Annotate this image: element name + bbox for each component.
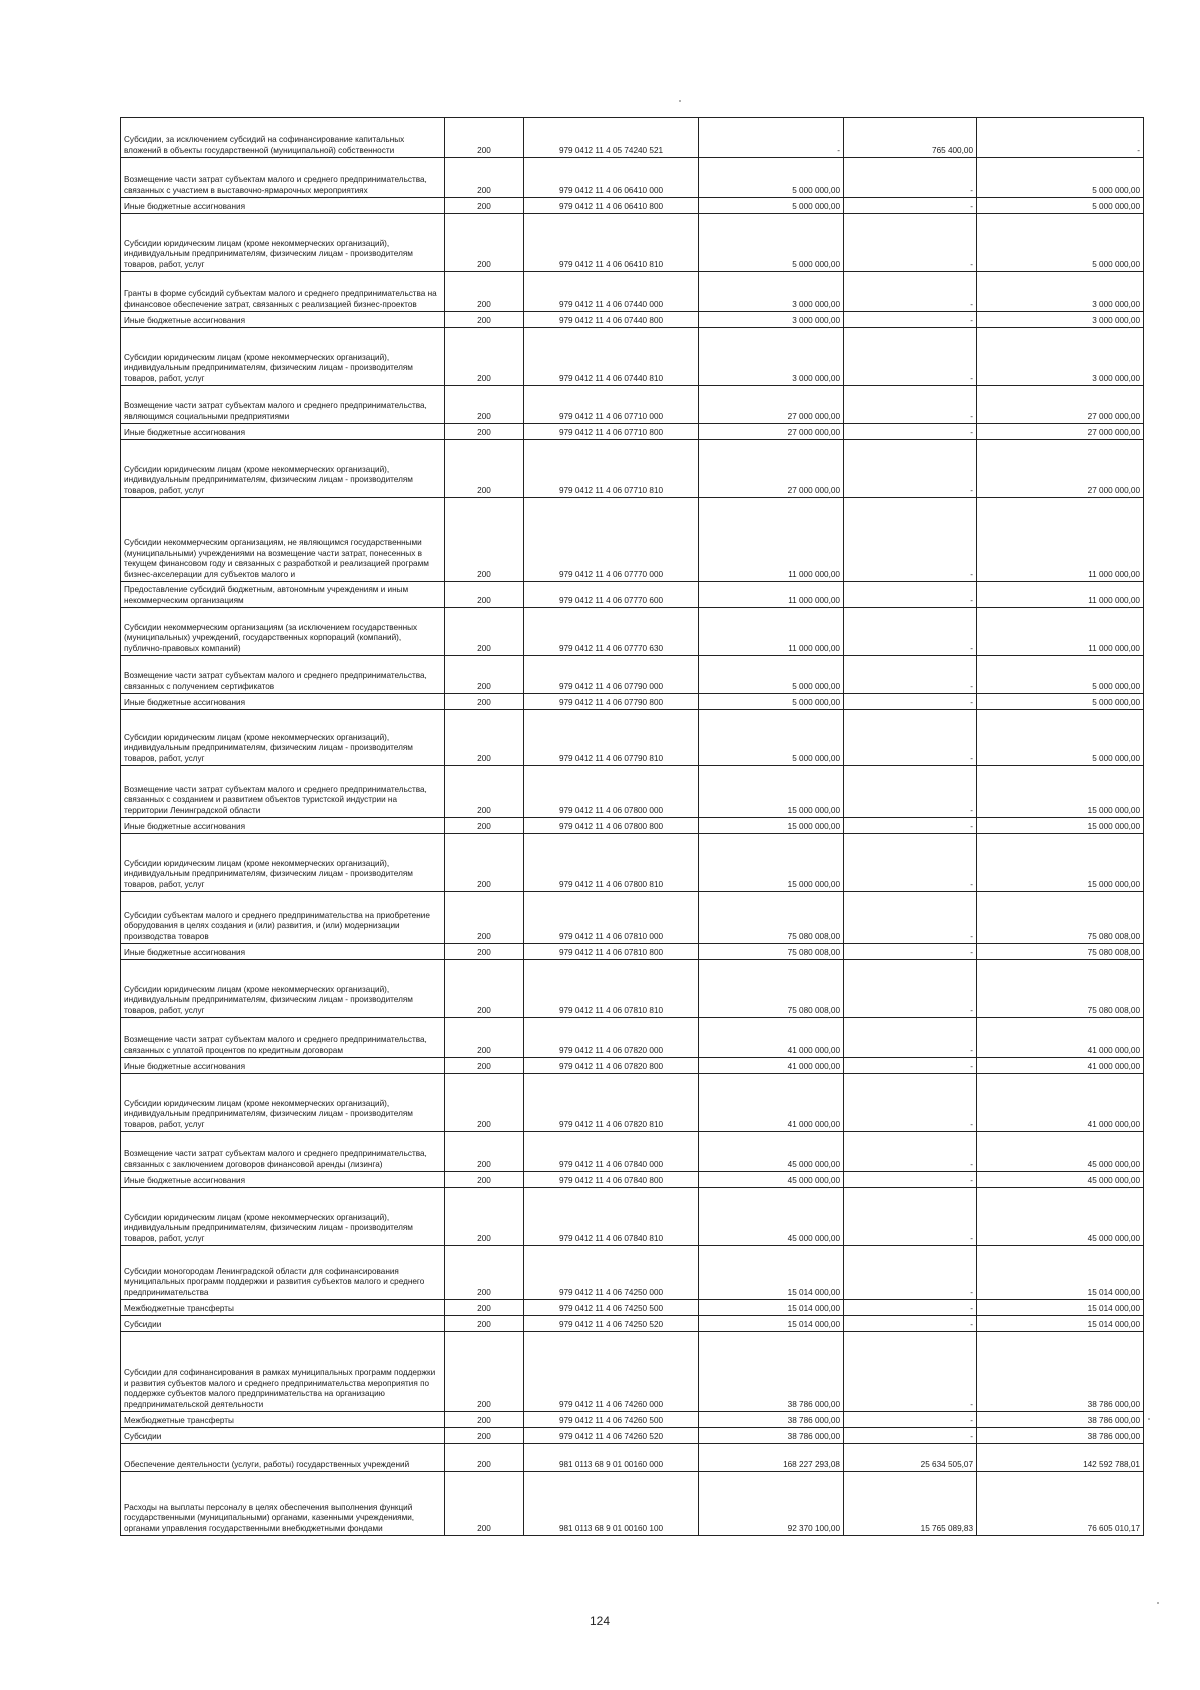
approved-amount-cell: 92 370 100,00 <box>699 1472 844 1536</box>
table-row <box>121 944 1144 960</box>
approved-amount-cell: 41 000 000,00 <box>699 1058 844 1074</box>
line-code-cell: 200 <box>445 608 524 656</box>
budget-classification-cell: 979 0412 11 4 06 07710 810 <box>524 440 699 498</box>
approved-amount-cell: 15 014 000,00 <box>699 1300 844 1316</box>
table-row <box>121 1172 1144 1188</box>
expense-name-cell: Субсидии юридическим лицам (кроме некоммерческих организаций), индивидуальным предпринимателям, физическим лицам - производителям товаров, работ, услуг <box>121 1188 445 1246</box>
expense-name-cell: Расходы на выплаты персоналу в целях обеспечения выполнения функций государственными (муниципальными) органами, казенными учреждениями, органами управления государственными внебюджетными фондами <box>121 1472 445 1536</box>
line-code-cell: 200 <box>445 818 524 834</box>
table-row <box>121 1428 1144 1444</box>
budget-classification-cell: 979 0412 11 4 05 74240 521 <box>524 118 699 158</box>
executed-amount-cell: - <box>844 710 977 766</box>
line-code-cell: 200 <box>445 1300 524 1316</box>
approved-amount-cell: 41 000 000,00 <box>699 1018 844 1058</box>
remaining-amount-cell: 38 786 000,00 <box>977 1412 1144 1428</box>
remaining-amount-cell: 15 014 000,00 <box>977 1316 1144 1332</box>
remaining-amount-cell: 41 000 000,00 <box>977 1018 1144 1058</box>
line-code-cell: 200 <box>445 1428 524 1444</box>
expense-name-cell: Субсидии юридическим лицам (кроме некоммерческих организаций), индивидуальным предпринимателям, физическим лицам - производителям товаров, работ, услуг <box>121 214 445 272</box>
approved-amount-cell: 3 000 000,00 <box>699 328 844 386</box>
remaining-amount-cell: 45 000 000,00 <box>977 1132 1144 1172</box>
approved-amount-cell: 15 014 000,00 <box>699 1316 844 1332</box>
budget-classification-cell: 979 0412 11 4 06 06410 000 <box>524 158 699 198</box>
executed-amount-cell: - <box>844 1018 977 1058</box>
table-row <box>121 198 1144 214</box>
remaining-amount-cell: 5 000 000,00 <box>977 656 1144 694</box>
table-row <box>121 1188 1144 1246</box>
executed-amount-cell: - <box>844 386 977 424</box>
approved-amount-cell: 45 000 000,00 <box>699 1172 844 1188</box>
budget-classification-cell: 979 0412 11 4 06 74250 500 <box>524 1300 699 1316</box>
remaining-amount-cell: 5 000 000,00 <box>977 694 1144 710</box>
line-code-cell: 200 <box>445 1132 524 1172</box>
table-row <box>121 710 1144 766</box>
table-row <box>121 1300 1144 1316</box>
approved-amount-cell: 15 000 000,00 <box>699 766 844 818</box>
approved-amount-cell: 168 227 293,08 <box>699 1444 844 1472</box>
expense-name-cell: Иные бюджетные ассигнования <box>121 818 445 834</box>
executed-amount-cell: - <box>844 214 977 272</box>
line-code-cell: 200 <box>445 1316 524 1332</box>
expense-name-cell: Возмещение части затрат субъектам малого и среднего предпринимательства, связанных с участием в выставочно-ярмарочных мероприятиях <box>121 158 445 198</box>
table-row <box>121 818 1144 834</box>
approved-amount-cell: 75 080 008,00 <box>699 944 844 960</box>
expense-name-cell: Субсидии юридическим лицам (кроме некоммерческих организаций), индивидуальным предпринимателям, физическим лицам - производителям товаров, работ, услуг <box>121 834 445 892</box>
line-code-cell: 200 <box>445 440 524 498</box>
budget-classification-cell: 979 0412 11 4 06 07770 600 <box>524 582 699 608</box>
table-row <box>121 386 1144 424</box>
remaining-amount-cell: 5 000 000,00 <box>977 710 1144 766</box>
remaining-amount-cell: 3 000 000,00 <box>977 272 1144 312</box>
approved-amount-cell: 15 000 000,00 <box>699 834 844 892</box>
table-row <box>121 1058 1144 1074</box>
executed-amount-cell: - <box>844 328 977 386</box>
line-code-cell: 200 <box>445 766 524 818</box>
expense-name-cell: Иные бюджетные ассигнования <box>121 694 445 710</box>
remaining-amount-cell: 142 592 788,01 <box>977 1444 1144 1472</box>
expense-name-cell: Субсидии юридическим лицам (кроме некоммерческих организаций), индивидуальным предпринимателям, физическим лицам - производителям товаров, работ, услуг <box>121 328 445 386</box>
budget-classification-cell: 979 0412 11 4 06 07800 810 <box>524 834 699 892</box>
executed-amount-cell: - <box>844 1172 977 1188</box>
approved-amount-cell: 5 000 000,00 <box>699 694 844 710</box>
remaining-amount-cell: 15 000 000,00 <box>977 834 1144 892</box>
line-code-cell: 200 <box>445 328 524 386</box>
table-row <box>121 1132 1144 1172</box>
expense-name-cell: Предоставление субсидий бюджетным, автономным учреждениям и иным некоммерческим организациям <box>121 582 445 608</box>
remaining-amount-cell: 38 786 000,00 <box>977 1428 1144 1444</box>
remaining-amount-cell: 5 000 000,00 <box>977 214 1144 272</box>
remaining-amount-cell: 3 000 000,00 <box>977 312 1144 328</box>
table-row <box>121 1444 1144 1472</box>
line-code-cell: 200 <box>445 960 524 1018</box>
line-code-cell: 200 <box>445 944 524 960</box>
expense-name-cell: Иные бюджетные ассигнования <box>121 944 445 960</box>
approved-amount-cell: 11 000 000,00 <box>699 582 844 608</box>
budget-classification-cell: 979 0412 11 4 06 07440 800 <box>524 312 699 328</box>
budget-classification-cell: 979 0412 11 4 06 07840 810 <box>524 1188 699 1246</box>
remaining-amount-cell: 76 605 010,17 <box>977 1472 1144 1536</box>
expense-name-cell: Возмещение части затрат субъектам малого и среднего предпринимательства, связанных с созданием и развитием объектов туристской индустрии на территории Ленинградской области <box>121 766 445 818</box>
budget-classification-cell: 979 0412 11 4 06 74260 500 <box>524 1412 699 1428</box>
remaining-amount-cell: 3 000 000,00 <box>977 328 1144 386</box>
budget-classification-cell: 979 0412 11 4 06 06410 810 <box>524 214 699 272</box>
approved-amount-cell: 3 000 000,00 <box>699 312 844 328</box>
line-code-cell: 200 <box>445 656 524 694</box>
line-code-cell: 200 <box>445 158 524 198</box>
expense-name-cell: Возмещение части затрат субъектам малого и среднего предпринимательства, связанных с уплатой процентов по кредитным договорам <box>121 1018 445 1058</box>
budget-classification-cell: 979 0412 11 4 06 07790 800 <box>524 694 699 710</box>
budget-classification-cell: 981 0113 68 9 01 00160 100 <box>524 1472 699 1536</box>
table-row <box>121 834 1144 892</box>
expense-name-cell: Субсидии моногородам Ленинградской области для софинансирования муниципальных программ поддержки и развития субъектов малого и среднего предпринимательства <box>121 1246 445 1300</box>
budget-classification-cell: 979 0412 11 4 06 74260 000 <box>524 1332 699 1412</box>
expense-name-cell: Обеспечение деятельности (услуги, работы) государственных учреждений <box>121 1444 445 1472</box>
budget-classification-cell: 979 0412 11 4 06 07790 810 <box>524 710 699 766</box>
expense-name-cell: Субсидии <box>121 1428 445 1444</box>
expense-name-cell: Иные бюджетные ассигнования <box>121 1172 445 1188</box>
scan-speck <box>1157 1602 1159 1604</box>
line-code-cell: 200 <box>445 834 524 892</box>
executed-amount-cell: - <box>844 818 977 834</box>
expense-name-cell: Гранты в форме субсидий субъектам малого и среднего предпринимательства на финансовое обеспечение затрат, связанных с реализацией бизнес-проектов <box>121 272 445 312</box>
table-row <box>121 1316 1144 1332</box>
expense-name-cell: Иные бюджетные ассигнования <box>121 1058 445 1074</box>
remaining-amount-cell: 5 000 000,00 <box>977 158 1144 198</box>
remaining-amount-cell: - <box>977 118 1144 158</box>
line-code-cell: 200 <box>445 1188 524 1246</box>
executed-amount-cell: - <box>844 766 977 818</box>
table-row <box>121 1018 1144 1058</box>
approved-amount-cell: 5 000 000,00 <box>699 710 844 766</box>
table-row <box>121 498 1144 582</box>
expense-name-cell: Межбюджетные трансферты <box>121 1300 445 1316</box>
executed-amount-cell: - <box>844 1074 977 1132</box>
table-row <box>121 892 1144 944</box>
executed-amount-cell: - <box>844 498 977 582</box>
remaining-amount-cell: 75 080 008,00 <box>977 960 1144 1018</box>
expense-name-cell: Иные бюджетные ассигнования <box>121 424 445 440</box>
approved-amount-cell: 11 000 000,00 <box>699 498 844 582</box>
remaining-amount-cell: 41 000 000,00 <box>977 1058 1144 1074</box>
executed-amount-cell: - <box>844 158 977 198</box>
budget-classification-cell: 979 0412 11 4 06 74260 520 <box>524 1428 699 1444</box>
budget-classification-cell: 979 0412 11 4 06 07440 810 <box>524 328 699 386</box>
page-number: 124 <box>589 1614 611 1628</box>
budget-classification-cell: 979 0412 11 4 06 07810 800 <box>524 944 699 960</box>
approved-amount-cell: 15 000 000,00 <box>699 818 844 834</box>
line-code-cell: 200 <box>445 694 524 710</box>
approved-amount-cell: 45 000 000,00 <box>699 1188 844 1246</box>
expense-name-cell: Субсидии, за исключением субсидий на софинансирование капитальных вложений в объекты государственной (муниципальной) собственности <box>121 118 445 158</box>
budget-classification-cell: 979 0412 11 4 06 07840 000 <box>524 1132 699 1172</box>
remaining-amount-cell: 11 000 000,00 <box>977 582 1144 608</box>
approved-amount-cell: 75 080 008,00 <box>699 960 844 1018</box>
line-code-cell: 200 <box>445 312 524 328</box>
budget-execution-table <box>120 117 1144 1536</box>
table-row <box>121 312 1144 328</box>
table-row <box>121 272 1144 312</box>
remaining-amount-cell: 38 786 000,00 <box>977 1332 1144 1412</box>
remaining-amount-cell: 15 014 000,00 <box>977 1246 1144 1300</box>
executed-amount-cell: - <box>844 1300 977 1316</box>
remaining-amount-cell: 45 000 000,00 <box>977 1172 1144 1188</box>
approved-amount-cell: 38 786 000,00 <box>699 1332 844 1412</box>
scan-speck <box>679 100 681 102</box>
executed-amount-cell: - <box>844 892 977 944</box>
budget-classification-cell: 979 0412 11 4 06 07810 810 <box>524 960 699 1018</box>
approved-amount-cell: - <box>699 118 844 158</box>
executed-amount-cell: - <box>844 1132 977 1172</box>
expense-name-cell: Субсидии субъектам малого и среднего предпринимательства на приобретение оборудования в целях создания и (или) развития, и (или) модернизации производства товаров <box>121 892 445 944</box>
executed-amount-cell: - <box>844 424 977 440</box>
expense-name-cell: Субсидии для софинансирования в рамках муниципальных программ поддержки и развития субъектов малого и среднего предпринимательства мероприятия по поддержке субъектов малого предпринимательства на организацию предпринимательской деятельности <box>121 1332 445 1412</box>
executed-amount-cell: - <box>844 1246 977 1300</box>
line-code-cell: 200 <box>445 1332 524 1412</box>
executed-amount-cell: 15 765 089,83 <box>844 1472 977 1536</box>
executed-amount-cell: - <box>844 1332 977 1412</box>
table-row <box>121 1246 1144 1300</box>
approved-amount-cell: 45 000 000,00 <box>699 1132 844 1172</box>
executed-amount-cell: - <box>844 1058 977 1074</box>
line-code-cell: 200 <box>445 198 524 214</box>
line-code-cell: 200 <box>445 1058 524 1074</box>
expense-name-cell: Субсидии юридическим лицам (кроме некоммерческих организаций), индивидуальным предпринимателям, физическим лицам - производителям товаров, работ, услуг <box>121 440 445 498</box>
budget-classification-cell: 979 0412 11 4 06 07710 000 <box>524 386 699 424</box>
expense-name-cell: Межбюджетные трансферты <box>121 1412 445 1428</box>
table-row <box>121 118 1144 158</box>
budget-classification-cell: 979 0412 11 4 06 07810 000 <box>524 892 699 944</box>
line-code-cell: 200 <box>445 272 524 312</box>
budget-classification-cell: 979 0412 11 4 06 07800 000 <box>524 766 699 818</box>
approved-amount-cell: 5 000 000,00 <box>699 198 844 214</box>
executed-amount-cell: - <box>844 656 977 694</box>
approved-amount-cell: 5 000 000,00 <box>699 214 844 272</box>
remaining-amount-cell: 5 000 000,00 <box>977 198 1144 214</box>
budget-classification-cell: 979 0412 11 4 06 07770 000 <box>524 498 699 582</box>
remaining-amount-cell: 15 000 000,00 <box>977 766 1144 818</box>
approved-amount-cell: 5 000 000,00 <box>699 656 844 694</box>
line-code-cell: 200 <box>445 1246 524 1300</box>
remaining-amount-cell: 11 000 000,00 <box>977 608 1144 656</box>
remaining-amount-cell: 11 000 000,00 <box>977 498 1144 582</box>
remaining-amount-cell: 27 000 000,00 <box>977 424 1144 440</box>
line-code-cell: 200 <box>445 1444 524 1472</box>
table-row <box>121 766 1144 818</box>
expense-name-cell: Возмещение части затрат субъектам малого и среднего предпринимательства, связанных с заключением договоров финансовой аренды (лизинга) <box>121 1132 445 1172</box>
executed-amount-cell: - <box>844 198 977 214</box>
executed-amount-cell: - <box>844 1188 977 1246</box>
executed-amount-cell: - <box>844 834 977 892</box>
approved-amount-cell: 27 000 000,00 <box>699 386 844 424</box>
executed-amount-cell: 25 634 505,07 <box>844 1444 977 1472</box>
remaining-amount-cell: 27 000 000,00 <box>977 440 1144 498</box>
budget-classification-cell: 979 0412 11 4 06 06410 800 <box>524 198 699 214</box>
table-row <box>121 694 1144 710</box>
table-row <box>121 158 1144 198</box>
executed-amount-cell: - <box>844 1428 977 1444</box>
table-row <box>121 582 1144 608</box>
expense-name-cell: Субсидии некоммерческим организациям (за исключением государственных (муниципальных) учреждений, государственных корпораций (компаний), публично-правовых компаний) <box>121 608 445 656</box>
line-code-cell: 200 <box>445 1412 524 1428</box>
approved-amount-cell: 38 786 000,00 <box>699 1428 844 1444</box>
line-code-cell: 200 <box>445 1074 524 1132</box>
budget-classification-cell: 979 0412 11 4 06 07800 800 <box>524 818 699 834</box>
table-row <box>121 960 1144 1018</box>
line-code-cell: 200 <box>445 498 524 582</box>
expense-name-cell: Субсидии юридическим лицам (кроме некоммерческих организаций), индивидуальным предпринимателям, физическим лицам - производителям товаров, работ, услуг <box>121 1074 445 1132</box>
budget-classification-cell: 979 0412 11 4 06 07820 810 <box>524 1074 699 1132</box>
line-code-cell: 200 <box>445 1018 524 1058</box>
budget-classification-cell: 979 0412 11 4 06 07840 800 <box>524 1172 699 1188</box>
executed-amount-cell: 765 400,00 <box>844 118 977 158</box>
budget-classification-cell: 979 0412 11 4 06 07770 630 <box>524 608 699 656</box>
expense-name-cell: Субсидии юридическим лицам (кроме некоммерческих организаций), индивидуальным предпринимателям, физическим лицам - производителям товаров, работ, услуг <box>121 710 445 766</box>
approved-amount-cell: 3 000 000,00 <box>699 272 844 312</box>
budget-classification-cell: 979 0412 11 4 06 07820 000 <box>524 1018 699 1058</box>
budget-classification-cell: 979 0412 11 4 06 74250 520 <box>524 1316 699 1332</box>
budget-classification-cell: 979 0412 11 4 06 07440 000 <box>524 272 699 312</box>
remaining-amount-cell: 15 014 000,00 <box>977 1300 1144 1316</box>
executed-amount-cell: - <box>844 582 977 608</box>
line-code-cell: 200 <box>445 118 524 158</box>
expense-name-cell: Иные бюджетные ассигнования <box>121 312 445 328</box>
approved-amount-cell: 27 000 000,00 <box>699 424 844 440</box>
budget-classification-cell: 979 0412 11 4 06 07710 800 <box>524 424 699 440</box>
remaining-amount-cell: 41 000 000,00 <box>977 1074 1144 1132</box>
executed-amount-cell: - <box>844 440 977 498</box>
table-row <box>121 608 1144 656</box>
expense-name-cell: Иные бюджетные ассигнования <box>121 198 445 214</box>
table-row <box>121 1412 1144 1428</box>
executed-amount-cell: - <box>844 608 977 656</box>
table-row <box>121 1074 1144 1132</box>
table-row <box>121 656 1144 694</box>
expense-name-cell: Субсидии юридическим лицам (кроме некоммерческих организаций), индивидуальным предпринимателям, физическим лицам - производителям товаров, работ, услуг <box>121 960 445 1018</box>
expense-name-cell: Субсидии некоммерческим организациям, не являющимся государственными (муниципальными) учреждениями на возмещение части затрат, понесенных в текущем финансовом году и связанных с разработкой и реализацией программ бизнес-акселерации для субъектов малого и <box>121 498 445 582</box>
remaining-amount-cell: 27 000 000,00 <box>977 386 1144 424</box>
approved-amount-cell: 27 000 000,00 <box>699 440 844 498</box>
line-code-cell: 200 <box>445 1172 524 1188</box>
executed-amount-cell: - <box>844 944 977 960</box>
budget-classification-cell: 981 0113 68 9 01 00160 000 <box>524 1444 699 1472</box>
approved-amount-cell: 75 080 008,00 <box>699 892 844 944</box>
budget-classification-cell: 979 0412 11 4 06 07820 800 <box>524 1058 699 1074</box>
table-body <box>121 118 1144 1536</box>
executed-amount-cell: - <box>844 1316 977 1332</box>
approved-amount-cell: 15 014 000,00 <box>699 1246 844 1300</box>
line-code-cell: 200 <box>445 214 524 272</box>
table-row <box>121 328 1144 386</box>
table-row <box>121 440 1144 498</box>
line-code-cell: 200 <box>445 1472 524 1536</box>
table-row <box>121 214 1144 272</box>
line-code-cell: 200 <box>445 892 524 944</box>
approved-amount-cell: 5 000 000,00 <box>699 158 844 198</box>
table-row <box>121 1472 1144 1536</box>
table-row <box>121 424 1144 440</box>
expense-name-cell: Субсидии <box>121 1316 445 1332</box>
executed-amount-cell: - <box>844 1412 977 1428</box>
line-code-cell: 200 <box>445 582 524 608</box>
expense-name-cell: Возмещение части затрат субъектам малого и среднего предпринимательства, связанных с получением сертификатов <box>121 656 445 694</box>
table-row <box>121 1332 1144 1412</box>
remaining-amount-cell: 15 000 000,00 <box>977 818 1144 834</box>
executed-amount-cell: - <box>844 960 977 1018</box>
executed-amount-cell: - <box>844 694 977 710</box>
budget-classification-cell: 979 0412 11 4 06 07790 000 <box>524 656 699 694</box>
line-code-cell: 200 <box>445 386 524 424</box>
executed-amount-cell: - <box>844 312 977 328</box>
approved-amount-cell: 38 786 000,00 <box>699 1412 844 1428</box>
remaining-amount-cell: 75 080 008,00 <box>977 944 1144 960</box>
approved-amount-cell: 41 000 000,00 <box>699 1074 844 1132</box>
remaining-amount-cell: 75 080 008,00 <box>977 892 1144 944</box>
executed-amount-cell: - <box>844 272 977 312</box>
line-code-cell: 200 <box>445 710 524 766</box>
line-code-cell: 200 <box>445 424 524 440</box>
scan-speck <box>1148 1418 1150 1420</box>
approved-amount-cell: 11 000 000,00 <box>699 608 844 656</box>
expense-name-cell: Возмещение части затрат субъектам малого и среднего предпринимательства, являющимся социальными предприятиями <box>121 386 445 424</box>
remaining-amount-cell: 45 000 000,00 <box>977 1188 1144 1246</box>
budget-classification-cell: 979 0412 11 4 06 74250 000 <box>524 1246 699 1300</box>
